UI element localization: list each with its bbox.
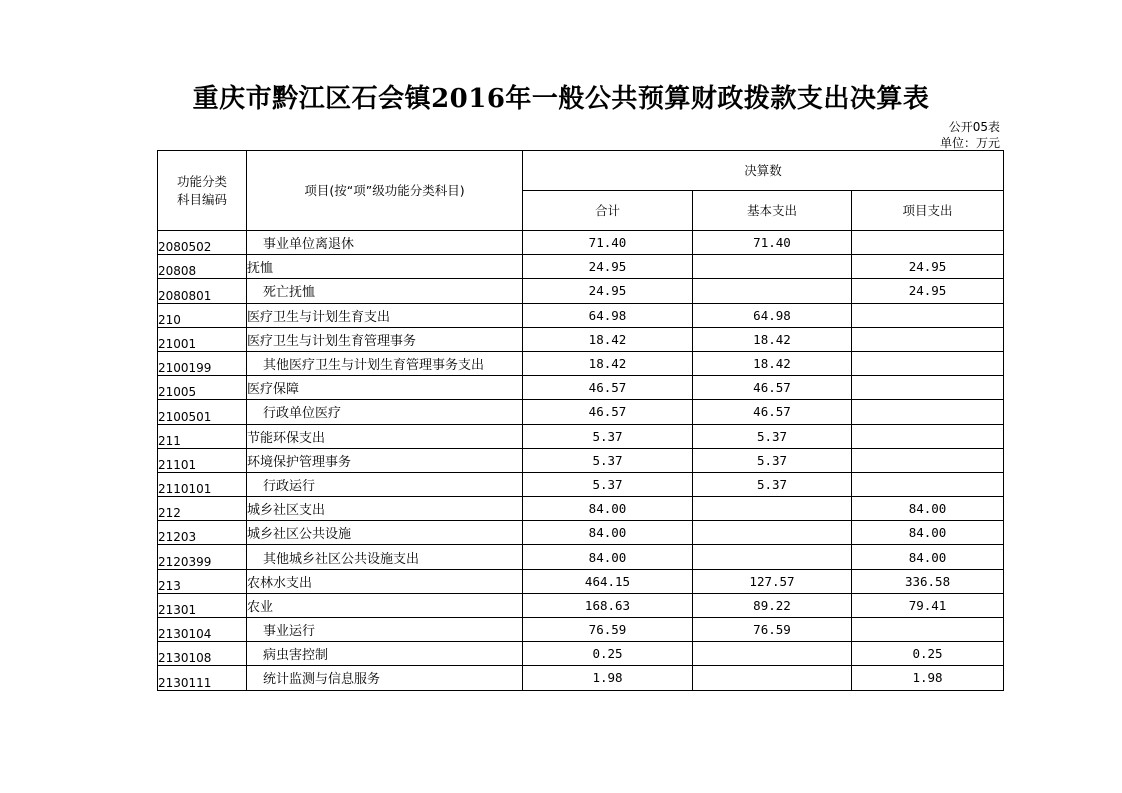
row-code-cell: 2120399 <box>158 545 247 569</box>
row-code-cell: 21203 <box>158 521 247 545</box>
row-total-cell: 5.37 <box>523 472 693 496</box>
row-code-cell: 21005 <box>158 376 247 400</box>
row-basic-cell: 46.57 <box>693 400 852 424</box>
row-project-cell: 84.00 <box>852 521 1004 545</box>
row-name-cell: 环境保护管理事务 <box>247 448 523 472</box>
row-basic-cell <box>693 545 852 569</box>
row-code-cell: 2080502 <box>158 231 247 255</box>
table-body <box>158 231 1004 691</box>
row-total-cell: 84.00 <box>523 497 693 521</box>
row-name-cell: 事业单位离退休 <box>247 231 523 255</box>
row-basic-cell <box>693 255 852 279</box>
row-name-cell: 城乡社区公共设施 <box>247 521 523 545</box>
table-row <box>158 400 1004 424</box>
row-project-cell: 0.25 <box>852 642 1004 666</box>
row-code-cell: 21101 <box>158 448 247 472</box>
row-basic-cell <box>693 497 852 521</box>
row-basic-cell: 5.37 <box>693 472 852 496</box>
row-name-cell: 统计监测与信息服务 <box>247 666 523 690</box>
row-total-cell: 168.63 <box>523 593 693 617</box>
row-code-cell: 2130108 <box>158 642 247 666</box>
row-total-cell: 64.98 <box>523 303 693 327</box>
row-total-cell: 5.37 <box>523 448 693 472</box>
row-basic-cell: 18.42 <box>693 351 852 375</box>
table-row <box>158 642 1004 666</box>
table-row <box>158 569 1004 593</box>
row-basic-cell: 89.22 <box>693 593 852 617</box>
row-total-cell: 84.00 <box>523 545 693 569</box>
header-total: 合计 <box>523 191 693 231</box>
row-name-cell: 医疗卫生与计划生育支出 <box>247 303 523 327</box>
row-project-cell <box>852 424 1004 448</box>
row-total-cell: 76.59 <box>523 618 693 642</box>
row-total-cell: 24.95 <box>523 255 693 279</box>
row-basic-cell: 5.37 <box>693 448 852 472</box>
header-project: 项目支出 <box>852 191 1004 231</box>
row-name-cell: 行政运行 <box>247 472 523 496</box>
budget-table <box>157 150 1004 691</box>
row-code-cell: 2100501 <box>158 400 247 424</box>
table-code-label: 公开05表 <box>948 120 1000 134</box>
row-basic-cell: 46.57 <box>693 376 852 400</box>
row-basic-cell: 64.98 <box>693 303 852 327</box>
row-code-cell: 20808 <box>158 255 247 279</box>
row-project-cell <box>852 351 1004 375</box>
unit-label: 单位：万元 <box>939 136 1000 150</box>
row-project-cell <box>852 400 1004 424</box>
row-code-cell: 213 <box>158 569 247 593</box>
table-row <box>158 279 1004 303</box>
row-code-cell: 211 <box>158 424 247 448</box>
row-basic-cell <box>693 666 852 690</box>
table-row <box>158 231 1004 255</box>
row-code-cell: 2100199 <box>158 351 247 375</box>
row-project-cell: 1.98 <box>852 666 1004 690</box>
row-code-cell: 2110101 <box>158 472 247 496</box>
row-name-cell: 农业 <box>247 593 523 617</box>
row-total-cell: 84.00 <box>523 521 693 545</box>
row-name-cell: 抚恤 <box>247 255 523 279</box>
row-name-cell: 病虫害控制 <box>247 642 523 666</box>
row-project-cell <box>852 376 1004 400</box>
row-total-cell: 46.57 <box>523 376 693 400</box>
row-basic-cell: 18.42 <box>693 327 852 351</box>
row-total-cell: 5.37 <box>523 424 693 448</box>
table-row <box>158 497 1004 521</box>
row-name-cell: 行政单位医疗 <box>247 400 523 424</box>
row-basic-cell <box>693 642 852 666</box>
table-row <box>158 351 1004 375</box>
row-code-cell: 21001 <box>158 327 247 351</box>
header-code: 功能分类科目编码 <box>158 151 247 231</box>
row-code-cell: 21301 <box>158 593 247 617</box>
row-basic-cell: 76.59 <box>693 618 852 642</box>
row-project-cell: 79.41 <box>852 593 1004 617</box>
row-name-cell: 其他城乡社区公共设施支出 <box>247 545 523 569</box>
table-row <box>158 545 1004 569</box>
row-basic-cell: 5.37 <box>693 424 852 448</box>
row-code-cell: 2130111 <box>158 666 247 690</box>
row-project-cell: 84.00 <box>852 497 1004 521</box>
row-code-cell: 2130104 <box>158 618 247 642</box>
row-project-cell: 24.95 <box>852 255 1004 279</box>
row-basic-cell: 71.40 <box>693 231 852 255</box>
row-total-cell: 24.95 <box>523 279 693 303</box>
table-row <box>158 255 1004 279</box>
row-total-cell: 18.42 <box>523 327 693 351</box>
header-basic: 基本支出 <box>693 191 852 231</box>
row-total-cell: 18.42 <box>523 351 693 375</box>
row-project-cell <box>852 448 1004 472</box>
row-name-cell: 其他医疗卫生与计划生育管理事务支出 <box>247 351 523 375</box>
row-name-cell: 死亡抚恤 <box>247 279 523 303</box>
row-basic-cell: 127.57 <box>693 569 852 593</box>
row-total-cell: 0.25 <box>523 642 693 666</box>
row-code-cell: 212 <box>158 497 247 521</box>
row-name-cell: 医疗卫生与计划生育管理事务 <box>247 327 523 351</box>
page-title: 重庆市黔江区石会镇2016年一般公共预算财政拨款支出决算表 <box>192 84 930 114</box>
row-project-cell <box>852 618 1004 642</box>
table-row <box>158 303 1004 327</box>
row-basic-cell <box>693 279 852 303</box>
table-row <box>158 424 1004 448</box>
table-row <box>158 376 1004 400</box>
row-name-cell: 农林水支出 <box>247 569 523 593</box>
row-project-cell <box>852 472 1004 496</box>
header-group-final: 决算数 <box>523 151 1004 191</box>
row-name-cell: 事业运行 <box>247 618 523 642</box>
table-row <box>158 472 1004 496</box>
row-total-cell: 1.98 <box>523 666 693 690</box>
row-name-cell: 医疗保障 <box>247 376 523 400</box>
header-name: 项目(按“项”级功能分类科目) <box>247 151 523 231</box>
row-project-cell: 84.00 <box>852 545 1004 569</box>
row-total-cell: 464.15 <box>523 569 693 593</box>
row-code-cell: 2080801 <box>158 279 247 303</box>
row-code-cell: 210 <box>158 303 247 327</box>
row-name-cell: 城乡社区支出 <box>247 497 523 521</box>
table-row <box>158 593 1004 617</box>
table-row <box>158 327 1004 351</box>
table-row <box>158 666 1004 690</box>
row-project-cell <box>852 303 1004 327</box>
row-project-cell <box>852 327 1004 351</box>
row-total-cell: 46.57 <box>523 400 693 424</box>
row-basic-cell <box>693 521 852 545</box>
row-project-cell: 336.58 <box>852 569 1004 593</box>
row-total-cell: 71.40 <box>523 231 693 255</box>
row-project-cell: 24.95 <box>852 279 1004 303</box>
row-name-cell: 节能环保支出 <box>247 424 523 448</box>
table-row <box>158 618 1004 642</box>
row-project-cell <box>852 231 1004 255</box>
table-row <box>158 521 1004 545</box>
table-row <box>158 448 1004 472</box>
